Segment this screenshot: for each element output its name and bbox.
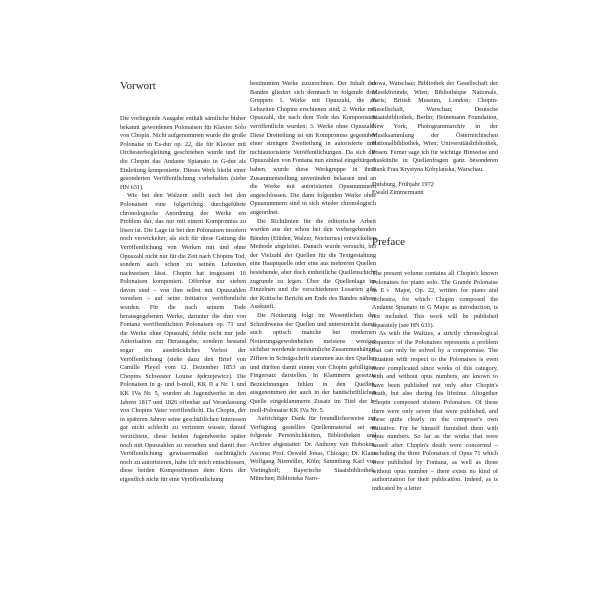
- preface-paragraph: As with the Waltzes, a strictly chronological sequence of the Polonaises represents a problem that can only be solved by a compromise. The situation with respect to the Polonaises is even more complicated since works of this category, with and without opus numbers, are known to have been published not only after Chopin's death, but also during his lifetime. Altogether Chopin composed sixteen Polonaises. Of these there were only seven that were published, and these quite clearly on the composer's own initiative. For he himself furnished them with opus numbers. So far as the works that were issued after Chopin's death were concerned – including the three Polonaises of Opus 71 which were published by Fontana, as well as those without opus number – there exists no kind of authorization for their publication. Indeed, as is indicated by a letter: [372, 330, 498, 492]
- preface-heading: Preface: [372, 236, 405, 248]
- signature-name: Ewald Zimmermann: [372, 189, 424, 197]
- vorwort-paragraph: Aufrichtiger Dank für freundlicherweise zur Verfügung gestelltes Quellenmaterial sei an folgende Persönlichkeiten, Bibliotheken und Archive abgestattet: Dr. Anthony van Hoboken, Ascona; Prof. Oswald Jonas, Chicago; Dr. Klaus Wolfgang Niemöller, Köln; Sammlung Karl von Vietinghoff; Bayerische Staatsbibliothek, München; Biblioteka Naro-: [250, 415, 376, 483]
- vorwort-paragraph: dowa, Warschau; Bibliothek der Gesellschaft der Musikfreunde, Wien; Bibliothèque Nationale, Paris; British Museum, London; Chopin-Gesellschaft, Warschau; Deutsche Staatsbibliothek, Berlin; Heinemann Foundation, New York; Photogrammarchiv in der Musiksammlung der Österreichischen Nationalbibliothek, Wien; Universitätsbibliothek, Posen. Ferner sage ich für wichtige Hinweise und Auskünfte in Quellenfragen ganz besonderen Dank Frau Krystyna Kobylańska, Warschau.: [372, 80, 498, 173]
- vorwort-paragraph: Die vorliegende Ausgabe enthält sämtliche bisher bekannt gewordenen Polonaisen für Klavier Solo von Chopin. Nicht aufgenommen wurde die große Polonaise in Es-dur op. 22, die für Klavier mit Orchesterbegleitung geschrieben wurde und für die Chopin das Andante Spianato in G-dur als Einleitung komponierte. Dieses Werk bleibt einer gesonderten Veröffentlichung vorbehalten (siehe HN 631).: [120, 115, 246, 191]
- preface-paragraph: The present volume contains all Chopin's known Polonaises for piano solo. The Grande Polonaise in E♭ Major, Op. 22, written for piano and orchestra, for which Chopin composed the Andante Spianato in G Major as introduction, is not included. This work will be published separately (see HN 631).: [372, 270, 498, 329]
- vorwort-heading: Vorwort: [120, 80, 156, 92]
- signature-block: [372, 181, 498, 198]
- vorwort-paragraph: Die Notierung folgt im Wesentlichen der Schreibweise der Quellen und unterstreicht damit auch optisch manche bei modernen Notierungsgewohnheiten meistens weniger sichtbar werdende tonräumliche Zusammenhänge. Ziffern in Schrägschrift stammen aus den Quellen und dürften damit einem von Chopin gebilligten Fingersatz darstellen. In Klammern gesetzte Bezeichnungen fehlen in den Quellen, ausgenommen der auch in der handschriftlichen Quelle eingeklammerte Zusatz im Titel der b-moll-Polonaise KK IVa Nr. 5.: [250, 312, 376, 414]
- vorwort-column-3: [372, 80, 498, 198]
- vorwort-paragraph: Wie bei den Walzern stellt auch bei den Polonaisen eine folgerichtig durchgeführte chronologische Anordnung der Werke ein Problem dar, das nur mit einem Kompromiss zu lösen ist. Die Lage ist bei den Polonaisen insofern noch verwickelter, als sich für diese Gattung die Veröffentlichung von Werken mit und ohne Opuszahl nicht nur für die Zeit nach Chopins Tod, sondern auch schon zu seinen Lebzeiten nachweisen lässt. Chopin hat insgesamt 16 Polonaisen komponiert. Offenbar nur sieben davon sind – von ihm selbst mit Opuszahlen versehen – auf seine Initiative veröffentlicht worden. Für die nach seinem Tode herausgegebenen Werke, darunter die drei von Fontana veröffentlichten Polonaisen op. 71 und die Werke ohne Opuszahl, fehlte nicht nur jede Autorisation zur Herausgabe, sondern bestand sogar ein ausdrückliches Verbot der Veröffentlichung (siehe dazu den Brief von Camille Pleyel vom 12. Dezember 1853 an Chopins Schwester Louise Jędrzejewicz). Die Polonaisen in g- und b-moll, KK II a Nr. 1 und KK IVa Nr. 5, wurden ab Jugendwerke in den Jahren 1817 und 1826 offenbar auf Veranlassung von Chopins Vater veröffentlicht. Da Chopin, der in späteren Jahren seine geschäftlichen Interessen gar nicht schlecht zu vertreten wusste, darauf verzichtete, diese beiden Jugendwerke später noch mit Opuszahlen zu versehen und damit ihre Veröffentlichung gewissermaßen nachträglich noch zu autorisieren, habe ich mich entschlossen, diese beiden Kompositionen dem Kreis der eigentlich nicht für eine Veröffentlichung: [120, 192, 246, 483]
- signature-place-date: Duisburg, Frühjahr 1972: [372, 180, 434, 188]
- vorwort-paragraph: bestimmten Werke zuzurechnen. Der Inhalt des Bandes gliedert sich demnach in folgende drei Gruppen: 1. Werke mit Opuszahl, die zu Lebzeiten Chopins erschienen sind; 2. Werke mit Opuszahl, die nach dem Tode des Komponisten veröffentlicht wurden; 3. Werke ohne Opuszahl. Diese Dreiteilung ist ein Kompromiss gegenüber einer strengen Zweiteilung in autorisierte und nichtautorisierte Veröffentlichungen. Da sich die Opuszahlen von Fontana nun einmal eingebürgert haben, wurde diese Werkgruppe in ihrer Zusammenstellung unverändert belassen und an die Werke mit autorisierten Opusnummern angeschlossen. Die dann folgenden Werke ohne Opusnummern sind in sich wieder chronologisch angeordnet.: [250, 80, 376, 216]
- vorwort-paragraph: Die Richtlinien für die editorische Arbeit wurden aus der schon bei den vorhergehenden Bänden (Etüden, Walzer, Nocturnes) entwickelten Methode abgeleitet. Danach wurde versucht, bei der Vielzahl der Quellen für die Textgestaltung eine Hauptquelle oder eine aus mehreren Quellen bestehende, aber doch einheitliche Quellenschicht zugrunde zu legen. Über die Quellenlage im Einzelnen und die verschiedenen Lesarten gibt der Kritische Bericht am Ende des Bandes nähere Auskunft.: [250, 217, 376, 311]
- preface-column: [372, 270, 498, 493]
- vorwort-column-1: [120, 115, 246, 485]
- vorwort-column-2: [250, 80, 376, 484]
